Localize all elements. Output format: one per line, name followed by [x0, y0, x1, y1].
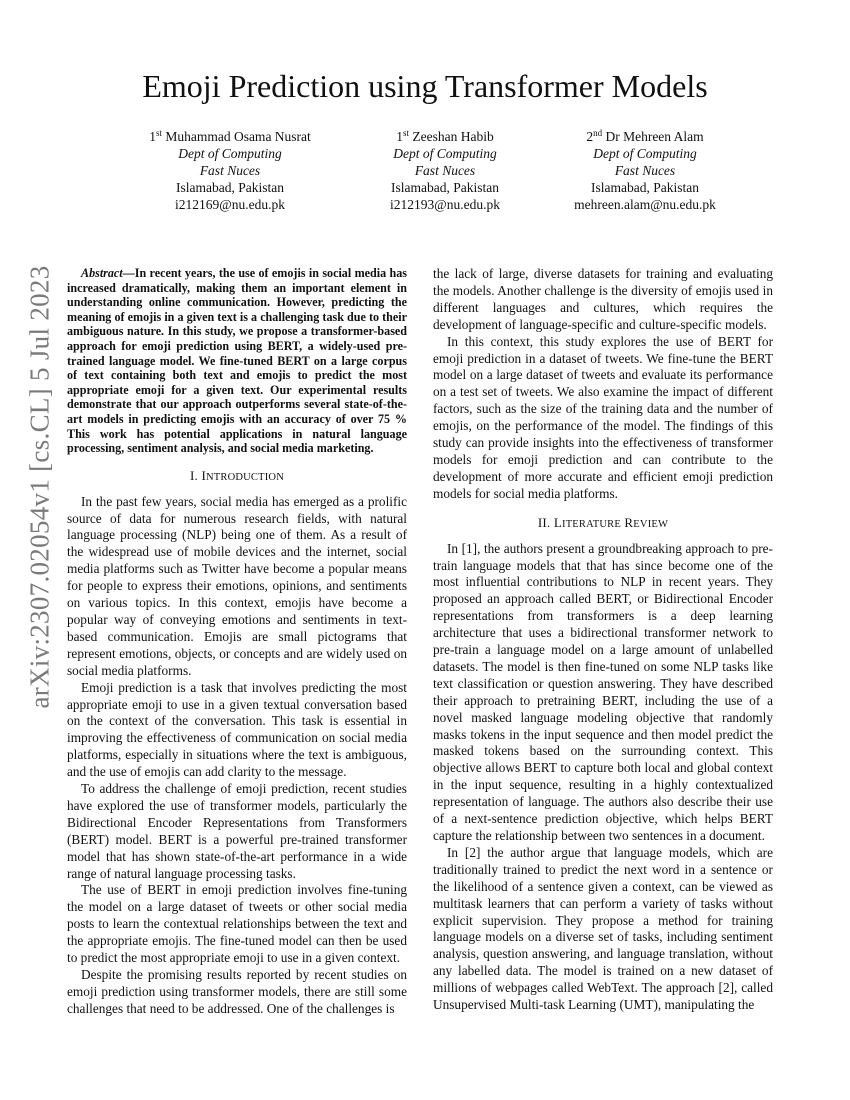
left-column: [67, 266, 407, 1018]
right-column: [433, 266, 773, 1014]
abstract: Abstract—In recent years, the use of emojis in social media has increased dramatically, making them an important element in understanding online communication. However, predicting the meaning of emojis in a given text is a challenging task due to their ambiguous nature. In this study, we propose a transformer-based approach for emoji prediction using BERT, a widely-used pre-trained language model. We fine-tuned BERT on a large corpus of text containing both text and emojis to predict the most appropriate emoji for a given text. Our experimental results demonstrate that our approach outperforms several state-of-the-art models in predicting emojis with an accuracy of over 75 % This work has potential applications in natural language processing, sentiment analysis, and social media marketing.: [67, 266, 407, 456]
author-location: Islamabad, Pakistan: [176, 180, 284, 195]
abstract-label: Abstract: [81, 266, 123, 280]
author-location: Islamabad, Pakistan: [591, 180, 699, 195]
author-dept: Dept of Computing: [178, 146, 282, 161]
author-email[interactable]: mehreen.alam@nu.edu.pk: [574, 197, 716, 212]
author-name: 1st Zeeshan Habib: [396, 128, 494, 144]
arxiv-id-text: arXiv:2307.02054v1 [cs.CL] 5 Jul 2023: [24, 265, 55, 709]
intro-continuation: the lack of large, diverse datasets for training and evaluating the models. Another challenge is the diversity of emojis used in different languages and cultures, which requires the development of language-specific and culture-specific models.: [433, 266, 773, 332]
lit-review-paragraph: In [1], the authors present a groundbreaking approach to pre-train language models that that has since become one of the most influential contributions to NLP in recent years. They proposed an approach called BERT, or Bidirectional Encoder representations from transformers is a deep learning architecture that uses a bidirectional transformer network to pre-train a language model on a large amount of unlabelled datasets. The model is then fine-tuned on some NLP tasks like text classification or question answering. They have described their approach to pretraining BERT, including the use of a novel masked language modeling objective that randomly masks tokens in the input sequence and then model predict the masked tokens based on the surrounding context. This objective allows BERT to capture both local and global context in the input sequence, resulting in a highly contextualized representation of language. The authors also describe their use of a next-sentence prediction objective, which helps BERT capture the relationship between two sentences in a document.: [433, 540, 773, 843]
author-org: Fast Nuces: [199, 163, 261, 178]
abstract-text: In recent years, the use of emojis in social media has increased dramatically, making them an important element in understanding online communication. However, predicting the meaning of emojis in a given text is a challenging task due to their ambiguous nature. In this study, we propose a transformer-based approach for emoji prediction using BERT, a widely-used pre-trained language model. We fine-tuned BERT on a large corpus of text containing both text and emojis to predict the most appropriate emoji for a given text. Our experimental results demonstrate that our approach outperforms several state-of-the-art models in predicting emojis with an accuracy of over 75 % This work has potential applications in natural language processing, sentiment analysis, and social media marketing.: [67, 266, 407, 456]
author-name: 2nd Dr Mehreen Alam: [586, 128, 704, 144]
intro-paragraph: In this context, this study explores the use of BERT for emoji prediction in a dataset of tweets. We fine-tune the BERT model on a large dataset of tweets and evaluate its performance on a test set of tweets. We also examine the impact of different factors, such as the size of the training data and the number of emojis, on the performance of the model. The findings of this study can provide insights into the effectiveness of transformer models for emoji prediction and can contribute to the development of more accurate and efficient emoji prediction models for social media platforms.: [433, 333, 773, 501]
intro-paragraph: To address the challenge of emoji prediction, recent studies have explored the use of transformer models, particularly the Bidirectional Encoder Representations from Transformers (BERT) model. BERT is a powerful pre-trained transformer model that has shown state-of-the-art performance in a wide range of natural language processing tasks.: [67, 781, 407, 881]
author-dept: Dept of Computing: [393, 146, 497, 161]
author-name: 1st Muhammad Osama Nusrat: [149, 128, 311, 144]
intro-paragraph: Emoji prediction is a task that involves predicting the most appropriate emoji to use in a given textual conversation based on the context of the conversation. This task is essential in improving the effectiveness of communication on social media platforms, especially in situations where the text is ambiguous, and the use of emojis can add clarity to the message.: [67, 679, 407, 780]
author-email[interactable]: i212169@nu.edu.pk: [175, 197, 285, 212]
author-org: Fast Nuces: [414, 163, 476, 178]
author-block-3: [540, 128, 750, 213]
author-location: Islamabad, Pakistan: [391, 180, 499, 195]
lit-review-paragraph: In [2] the author argue that language models, which are traditionally trained to predict the next word in a sentence or the likelihood of a sentence given a context, can be viewed as multitask learners that can perform a variety of tasks without explicit supervision. They propose a method for training language models on a diverse set of tasks, including sentiment analysis, question answering, and language translation, without any labelled data. The model is trained on a new dataset of millions of webpages called WebText. The approach [2], called Unsupervised Multi-task Learning (UMT), manipulating the: [433, 844, 773, 1013]
section-heading-literature-review: II. LITERATURE REVIEW: [537, 514, 669, 530]
section-heading-introduction: I. INTRODUCTION: [190, 467, 284, 483]
intro-paragraph: The use of BERT in emoji prediction involves fine-tuning the model on a large dataset of tweets or other social media posts to learn the contextual relationships between the text and the appropriate emojis. The fine-tuned model can then be used to predict the most appropriate emoji to use in a given context.: [67, 882, 407, 966]
intro-paragraph: In the past few years, social media has emerged as a prolific source of data for numerous research fields, with natural language processing (NLP) being one of them. As a result of the widespread use of mobile devices and the internet, social media platforms such as Twitter have become a popular means for people to express their emotions, opinions, and sentiments on various topics. In this context, emojis have become a popular way of conveying emotions and sentiments in text-based communication. Emojis are small pictograms that represent emotions, objects, or concepts and are widely used on social media platforms.: [67, 493, 407, 678]
paper-title: Emoji Prediction using Transformer Models: [142, 68, 708, 104]
arxiv-identifier: [20, 265, 60, 709]
author-org: Fast Nuces: [614, 163, 676, 178]
intro-paragraph: Despite the promising results reported by recent studies on emoji prediction using transformer models, there are still some challenges that need to be addressed. One of the challenges is: [67, 967, 407, 1016]
author-dept: Dept of Computing: [593, 146, 697, 161]
author-block-2: [345, 128, 545, 213]
author-email[interactable]: i212193@nu.edu.pk: [390, 197, 500, 212]
author-block-1: [115, 128, 345, 213]
